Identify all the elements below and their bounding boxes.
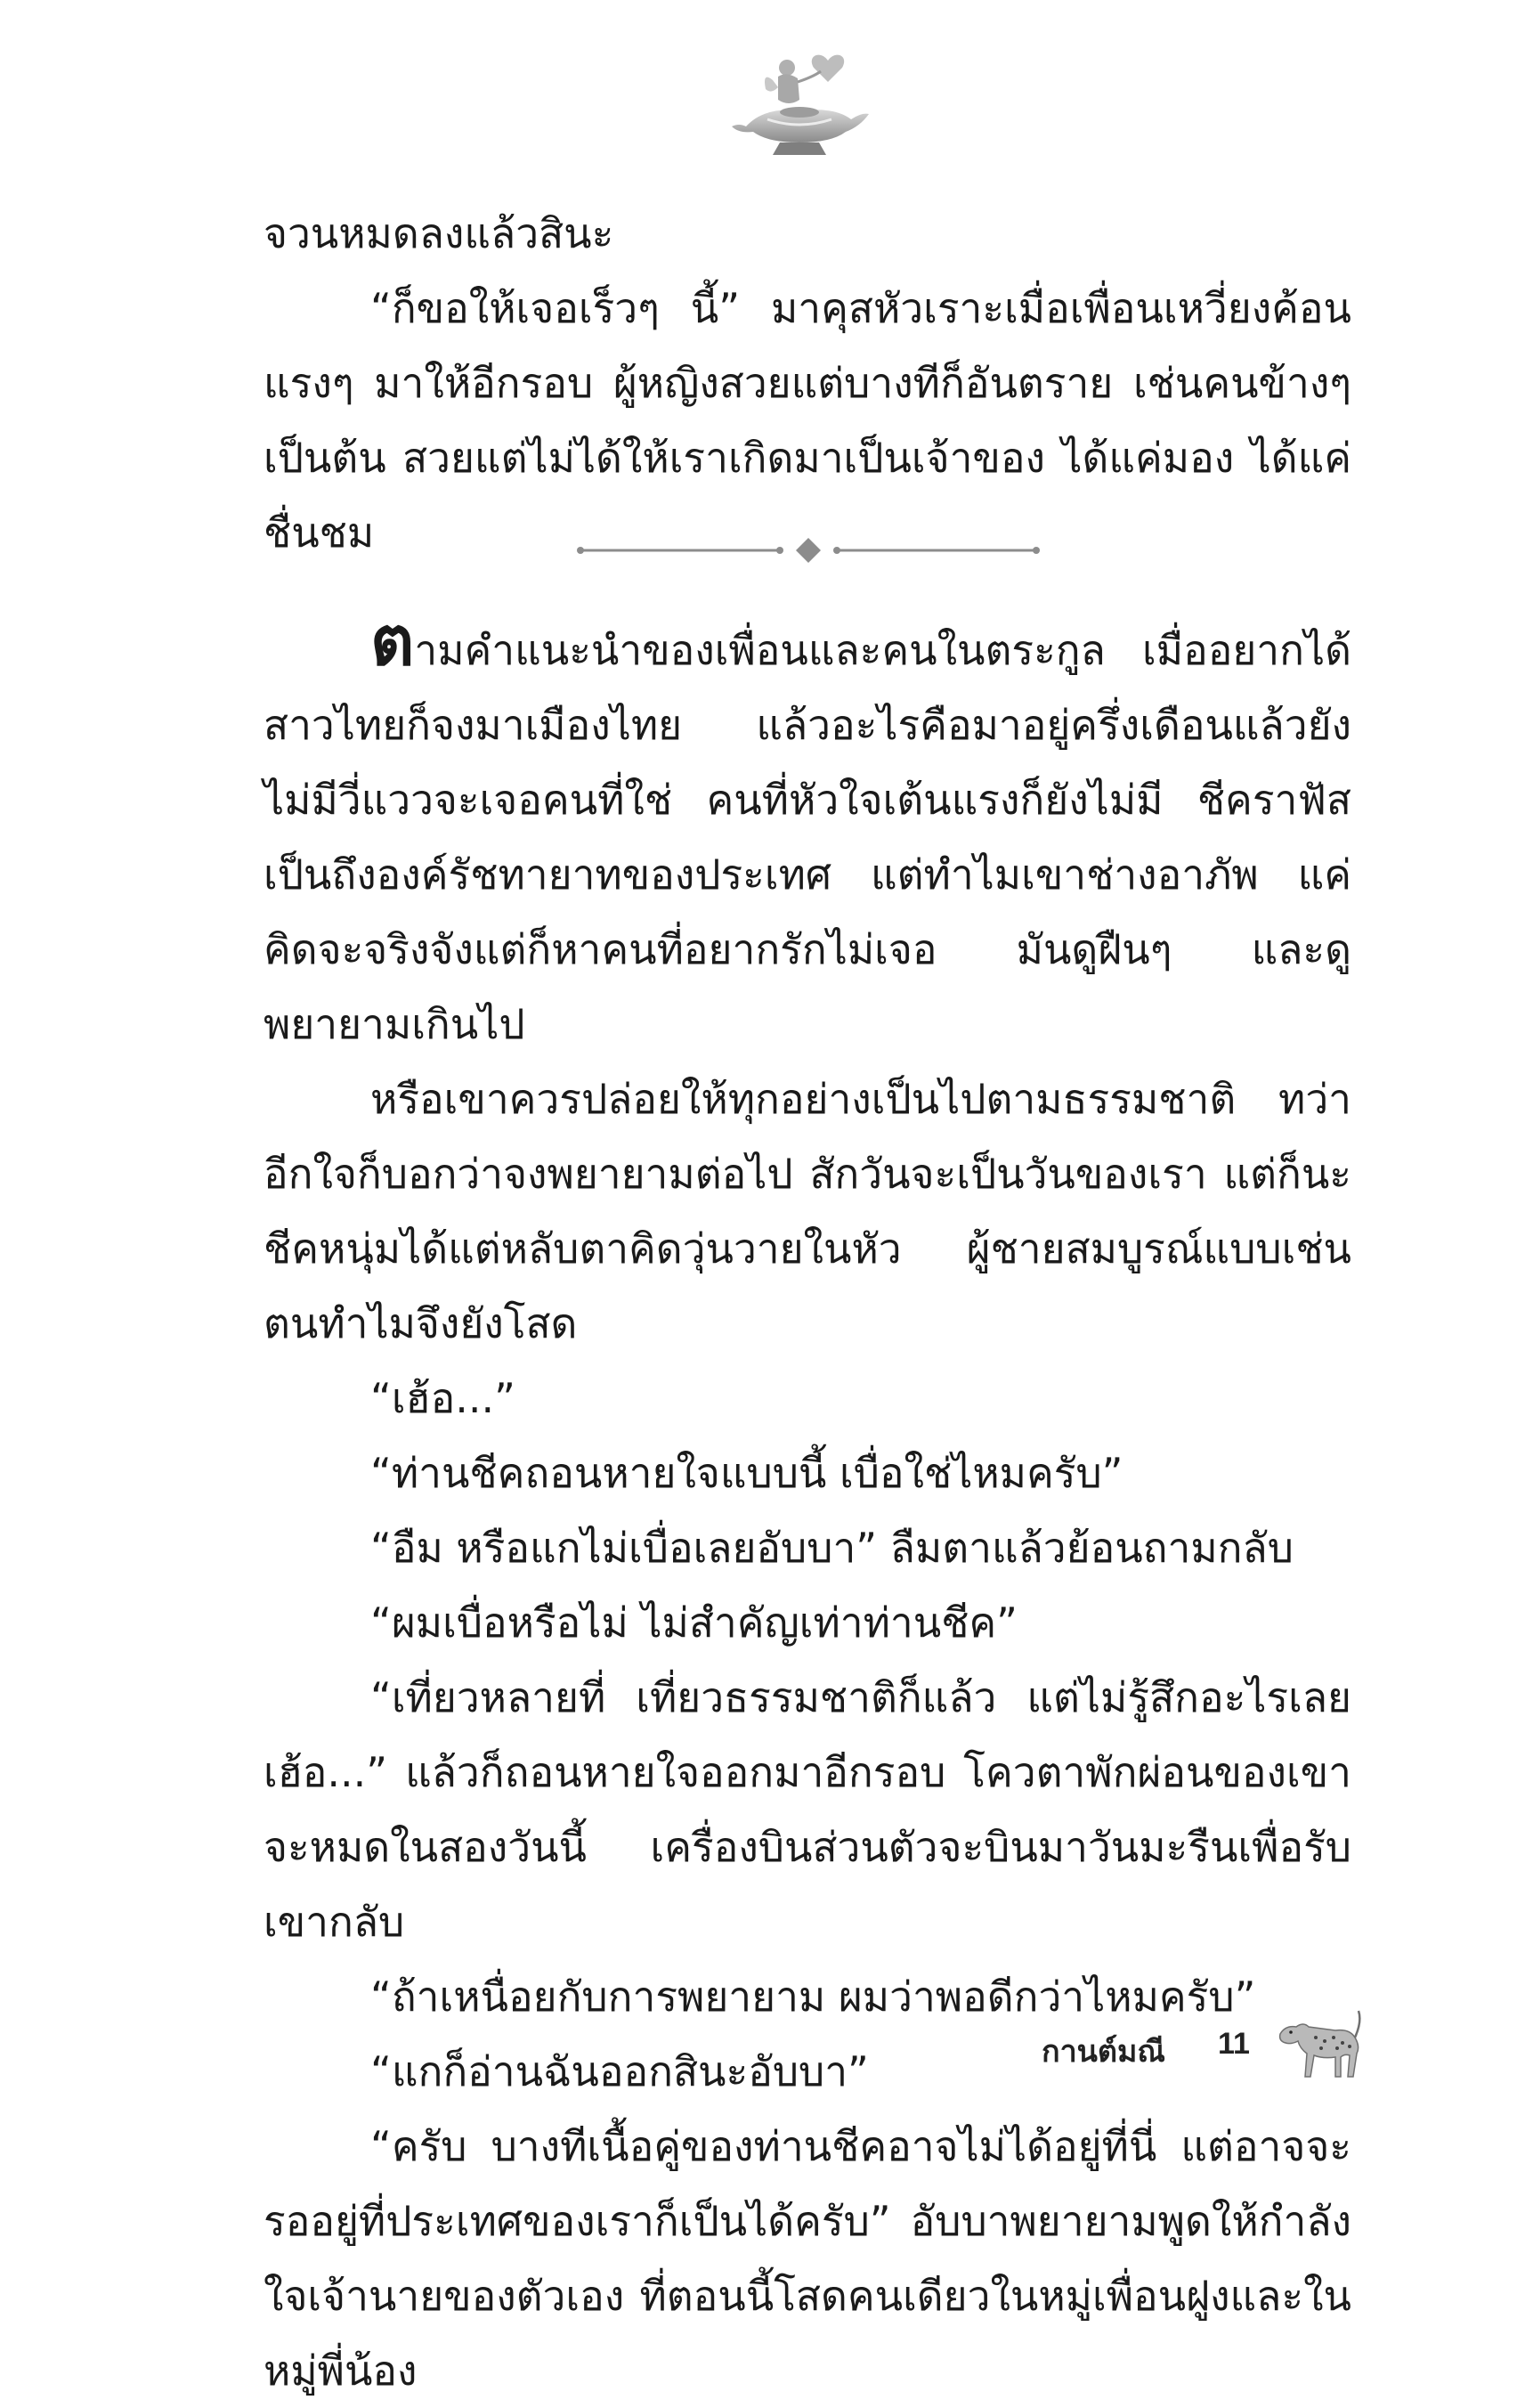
paragraph: “อืม หรือแกไม่เบื่อเลยอับบา” ลืมตาแล้วย้อนถามกลับ (370, 1524, 1294, 1572)
paragraph: “เฮ้อ...” (370, 1374, 515, 1422)
cheetah-icon (1273, 1995, 1362, 2084)
paragraph: “ถ้าเหนื่อยกับการพยายาม ผมว่าพอดีกว่าไหมครับ” (370, 1973, 1256, 2021)
paragraph: “แกก็อ่านฉันออกสินะอับบา” (370, 2047, 869, 2095)
paragraph: จวนหมดลงแล้วสินะ (264, 209, 614, 257)
page-footer (1024, 1995, 1362, 2084)
paragraph: “ครับ บางทีเนื้อคู่ของท่านชีคอาจไม่ได้อยู่ที่นี่ แต่อาจจะรออยู่ที่ประเทศของเราก็เป็นได้ครับ” อับบาพยายามพูดให้กำลังใจเจ้านายของตัวเอง ที่ตอนนี้โสดคนเดียวในหมู่เพื่อนฝูงและในหมู่พี่น้อง (264, 2122, 1351, 2395)
page-number: 11 (1218, 2027, 1250, 2061)
footer-author: กานต์มณี (1042, 2034, 1165, 2070)
paragraph: “ผมเบื่อหรือไม่ ไม่สำคัญเท่าท่านชีค” (370, 1599, 1018, 1647)
paragraph-first (264, 601, 1351, 1062)
genie-lamp-icon (728, 45, 871, 160)
paragraph: “เที่ยวหลายที่ เที่ยวธรรมชาติก็แล้ว แต่ไม่รู้สึกอะไรเลย เฮ้อ...” แล้วก็ถอนหายใจออกมาอีกรอบ โควตาพักผ่อนของเขาจะหมดในสองวันนี้ เครื่องบินส่วนตัวจะบินมาวันมะรืนเพื่อรับเขากลับ (264, 1673, 1351, 1946)
text-block-main (264, 601, 1351, 2408)
paragraph: หรือเขาควรปล่อยให้ทุกอย่างเป็นไปตามธรรมชาติ ทว่าอีกใจก็บอกว่าจงพยายามต่อไป สักวันจะเป็นวันของเรา แต่ก็นะ ชีคหนุ่มได้แต่หลับตาคิดวุ่นวายในหัว ผู้ชายสมบูรณ์แบบเช่นตนทำไมจึงยังโสด (264, 1075, 1351, 1347)
drop-cap: ต (370, 601, 415, 680)
text-block-top (264, 196, 1351, 570)
paragraph: “ก็ขอให้เจอเร็วๆ นี้” มาคุสหัวเราะเมื่อเพื่อนเหวี่ยงค้อนแรงๆ มาให้อีกรอบ ผู้หญิงสวยแต่บางทีก็อันตราย เช่นคนข้างๆ เป็นต้น สวยแต่ไม่ได้ให้เราเกิดมาเป็นเจ้าของ ได้แค่มอง ได้แค่ชื่นชม (264, 284, 1351, 557)
paragraph: “ท่านชีคถอนหายใจแบบนี้ เบื่อใช่ไหมครับ” (370, 1449, 1123, 1497)
paragraph-first-text: ามคำแนะนำของเพื่อนและคนในตระกูล เมื่ออยากได้สาวไทยก็จงมาเมืองไทย แล้วอะไรคือมาอยู่ครึ่งเดือนแล้วยังไม่มีวี่แววจะเจอคนที่ใช่ คนที่หัวใจเต้นแรงก็ยังไม่มี ชีคราฟัส เป็นถึงองค์รัชทายาทของประเทศ แต่ทำไมเขาช่างอาภัพ แค่คิดจะจริงจังแต่ก็หาคนที่อยากรักไม่เจอ มันดูฝืนๆ และดูพยายามเกินไป (264, 626, 1351, 1048)
diamond-divider-icon (577, 533, 1040, 568)
